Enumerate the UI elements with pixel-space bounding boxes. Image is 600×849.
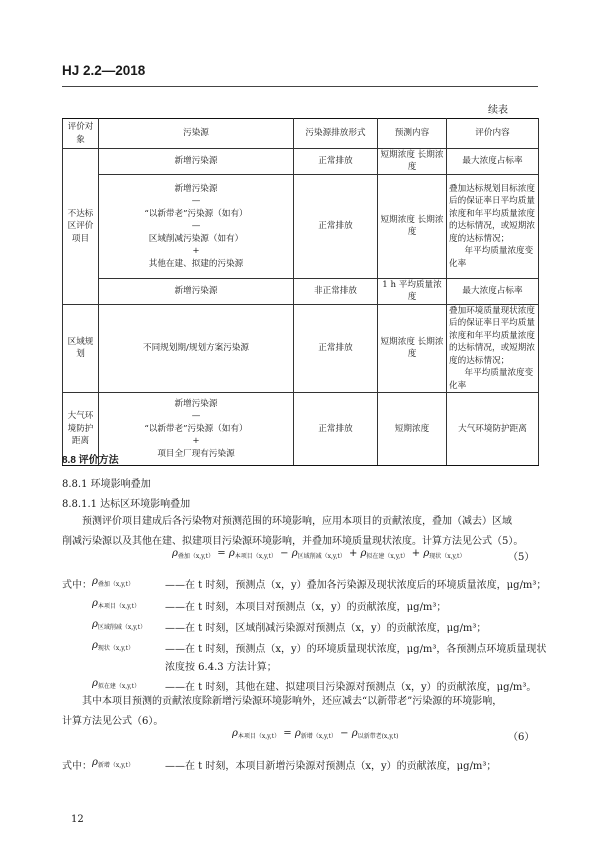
header-rule <box>62 86 538 87</box>
standard-code: HJ 2.2—2018 <box>62 63 146 78</box>
paragraph-2-cont: 计算方法见公式（6）。 <box>62 716 164 727</box>
cell-source: 不同规划期/规划方案污染源 <box>99 304 294 392</box>
evaluation-table <box>62 118 539 466</box>
cell-content: 短期浓度 长期浓度 <box>378 174 447 278</box>
cell-eval: 最大浓度占标率 <box>447 149 539 175</box>
cell-content: 1 h 平均质量浓度 <box>378 278 447 304</box>
col-header-eval: 评价内容 <box>447 119 539 149</box>
table-row <box>63 174 539 278</box>
table-row <box>63 392 539 465</box>
definition-overlay: ——在 t 时刻，预测点（x，y）叠加各污染源及现状浓度后的环境质量浓度，μg/m³； <box>165 580 547 591</box>
cell-source: 新增污染源 — “以新带老”污染源（如有） — 区域削减污染源（如有） + 其他在建、拟建的污染源 <box>99 174 294 278</box>
cell-object: 大气环境防护距离 <box>63 392 99 465</box>
cell-content: 短期浓度 长期浓度 <box>378 149 447 175</box>
col-header-object: 评价对象 <box>63 119 99 149</box>
cell-source: 新增污染源 — “以新带老”污染源（如有） + 项目全厂现有污染源 <box>99 392 294 465</box>
symbol-rho-new: $\rho_{新增(x,y,t)}$ <box>92 757 135 769</box>
cell-source: 新增污染源 <box>99 278 294 304</box>
where-label-2: 式中： <box>62 761 92 772</box>
definition-planned: ——在 t 时刻，其他在建、拟建项目污染源对预测点（x，y）的贡献浓度，μg/m³。 <box>165 682 537 693</box>
page-number: 12 <box>71 814 84 825</box>
table-row <box>63 278 539 304</box>
cell-eval: 叠加环境质量现状浓度后的保证率日平均质量浓度和年平均质量浓度的达标情况，或短期浓度的达标情况； 年平均质量浓度变化率 <box>447 304 539 392</box>
equation-6-number: （6） <box>508 732 535 743</box>
cell-content: 短期浓度 <box>378 392 447 465</box>
equation-5: $\rho_{叠加(x,y,t)} = \rho_{本项目(x,y,t)} - \rho_{区域削减(x,y,t)} + \rho_{拟在建(x,y,t)} + \rho_{现状(x,y,t)}$ <box>172 548 466 560</box>
cell-form: 正常排放 <box>294 304 378 392</box>
symbol-rho-planned: $\rho_{拟在建(x,y,t)}$ <box>92 678 141 690</box>
table-header-row <box>63 119 539 149</box>
paragraph-1: 预测评价项目建成后各污染物对预测范围的环境影响，应用本项目的贡献浓度，叠加（减去）区域 <box>82 516 512 527</box>
equation-6: $\rho_{本项目(x,y,t)} = \rho_{新增(x,y,t)} - \rho_{以新带老(x,y,t)}$ <box>232 728 399 740</box>
definition-current-cont: 浓度按 6.4.3 方法计算； <box>165 662 277 673</box>
cell-object: 区域规划 <box>63 304 99 392</box>
definition-current: ——在 t 时刻，预测点（x，y）的环境质量现状浓度，μg/m³，各预测点环境质量现状 <box>165 644 547 655</box>
col-header-content: 预测内容 <box>378 119 447 149</box>
definition-project: ——在 t 时刻，本项目对预测点（x，y）的贡献浓度，μg/m³； <box>165 602 447 613</box>
col-header-source: 污染源 <box>99 119 294 149</box>
continued-label: 续表 <box>488 105 508 116</box>
cell-content: 短期浓度 长期浓度 <box>378 304 447 392</box>
cell-form: 正常排放 <box>294 392 378 465</box>
paragraph-2: 其中本项目预测的贡献浓度除新增污染源环境影响外，还应减去“以新带老”污染源的环境影响， <box>82 696 503 707</box>
cell-form: 非正常排放 <box>294 278 378 304</box>
table-row <box>63 304 539 392</box>
definition-new: ——在 t 时刻，本项目新增污染源对预测点（x，y）的贡献浓度，μg/m³； <box>165 761 497 772</box>
definition-reduction: ——在 t 时刻，区域削减污染源对预测点（x，y）的贡献浓度，μg/m³； <box>165 623 487 634</box>
col-header-form: 污染源排放形式 <box>294 119 378 149</box>
cell-eval: 最大浓度占标率 <box>447 278 539 304</box>
table-row <box>63 149 539 175</box>
cell-eval: 大气环境防护距离 <box>447 392 539 465</box>
cell-source: 新增污染源 <box>99 149 294 175</box>
paragraph-1-cont: 削减污染源以及其他在建、拟建项目污染源环境影响，并叠加环境质量现状浓度。计算方法见公式（5）。 <box>62 536 524 547</box>
where-label: 式中： <box>62 580 92 591</box>
symbol-rho-overlay: $\rho_{叠加(x,y,t)}$ <box>92 576 135 588</box>
cell-form: 正常排放 <box>294 149 378 175</box>
heading-8-8-1-1: 8.8.1.1 达标区环境影响叠加 <box>62 499 191 510</box>
symbol-rho-project: $\rho_{本项目(x,y,t)}$ <box>92 598 141 610</box>
equation-5-number: （5） <box>508 552 535 563</box>
heading-8-8: 8.8 评价方法 <box>62 455 119 466</box>
heading-8-8-1: 8.8.1 环境影响叠加 <box>62 479 151 490</box>
symbol-rho-reduction: $\rho_{区域削减(x,y,t)}$ <box>92 619 147 631</box>
symbol-rho-current: $\rho_{现状(x,y,t)}$ <box>92 640 135 652</box>
cell-object: 不达标区评价项目 <box>63 149 99 305</box>
cell-eval: 叠加达标规划目标浓度后的保证率日平均质量浓度和年平均质量浓度的达标情况，或短期浓度的达标情况； 年平均质量浓度变化率 <box>447 174 539 278</box>
cell-form: 正常排放 <box>294 174 378 278</box>
